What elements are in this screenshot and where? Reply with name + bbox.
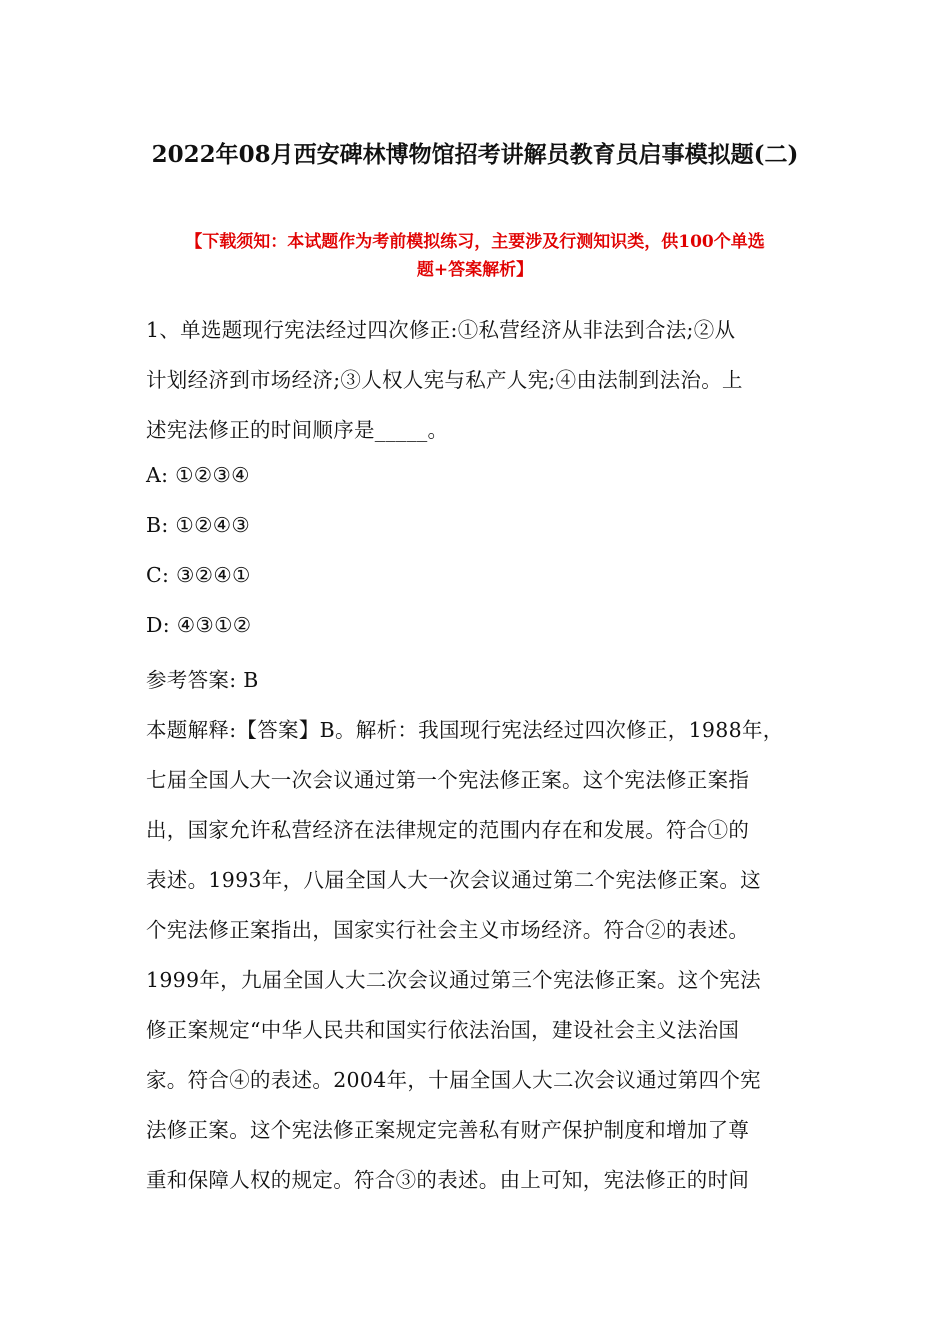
explanation-line-1: 本题解释:【答案】B。解析：我国现行宪法经过四次修正，1988年， [146,718,784,742]
option-c: C: ③②④① [146,563,251,587]
explanation-line-5: 个宪法修正案指出，国家实行社会主义市场经济。符合②的表述。 [146,918,750,942]
question-stem-line-2: 计划经济到市场经济;③人权人宪与私产人宪;④由法制到法治。上 [146,368,743,392]
option-b: B: ①②④③ [146,513,251,537]
download-notice [140,228,810,284]
question-stem-line-1: 1、单选题现行宪法经过四次修正:①私营经济从非法到合法;②从 [146,318,736,342]
question-stem-line-3: 述宪法修正的时间顺序是_____。 [146,418,449,442]
notice-line-2: 题+答案解析】 [416,260,534,280]
option-a: A: ①②③④ [146,463,250,487]
explanation-line-9: 法修正案。这个宪法修正案规定完善私有财产保护制度和增加了尊 [146,1118,750,1142]
option-d: D: ④③①② [146,613,252,637]
explanation-line-7: 修正案规定“中华人民共和国实行依法治国，建设社会主义法治国 [146,1018,740,1042]
explanation-line-8: 家。符合④的表述。2004年，十届全国人大二次会议通过第四个宪 [146,1068,761,1092]
explanation-line-3: 出，国家允许私营经济在法律规定的范围内存在和发展。符合①的 [146,818,750,842]
notice-line-1: 【下载须知：本试题作为考前模拟练习，主要涉及行测知识类，供100个单选 [185,232,765,252]
explanation-line-4: 表述。1993年，八届全国人大一次会议通过第二个宪法修正案。这 [146,868,761,892]
page-title: 2022年08月西安碑林博物馆招考讲解员教育员启事模拟题(二) [151,141,799,168]
explanation-line-6: 1999年，九届全国人大二次会议通过第三个宪法修正案。这个宪法 [146,968,761,992]
explanation-line-10: 重和保障人权的规定。符合③的表述。由上可知，宪法修正的时间 [146,1168,750,1192]
reference-answer: 参考答案: B [146,668,259,692]
explanation-line-2: 七届全国人大一次会议通过第一个宪法修正案。这个宪法修正案指 [146,768,750,792]
